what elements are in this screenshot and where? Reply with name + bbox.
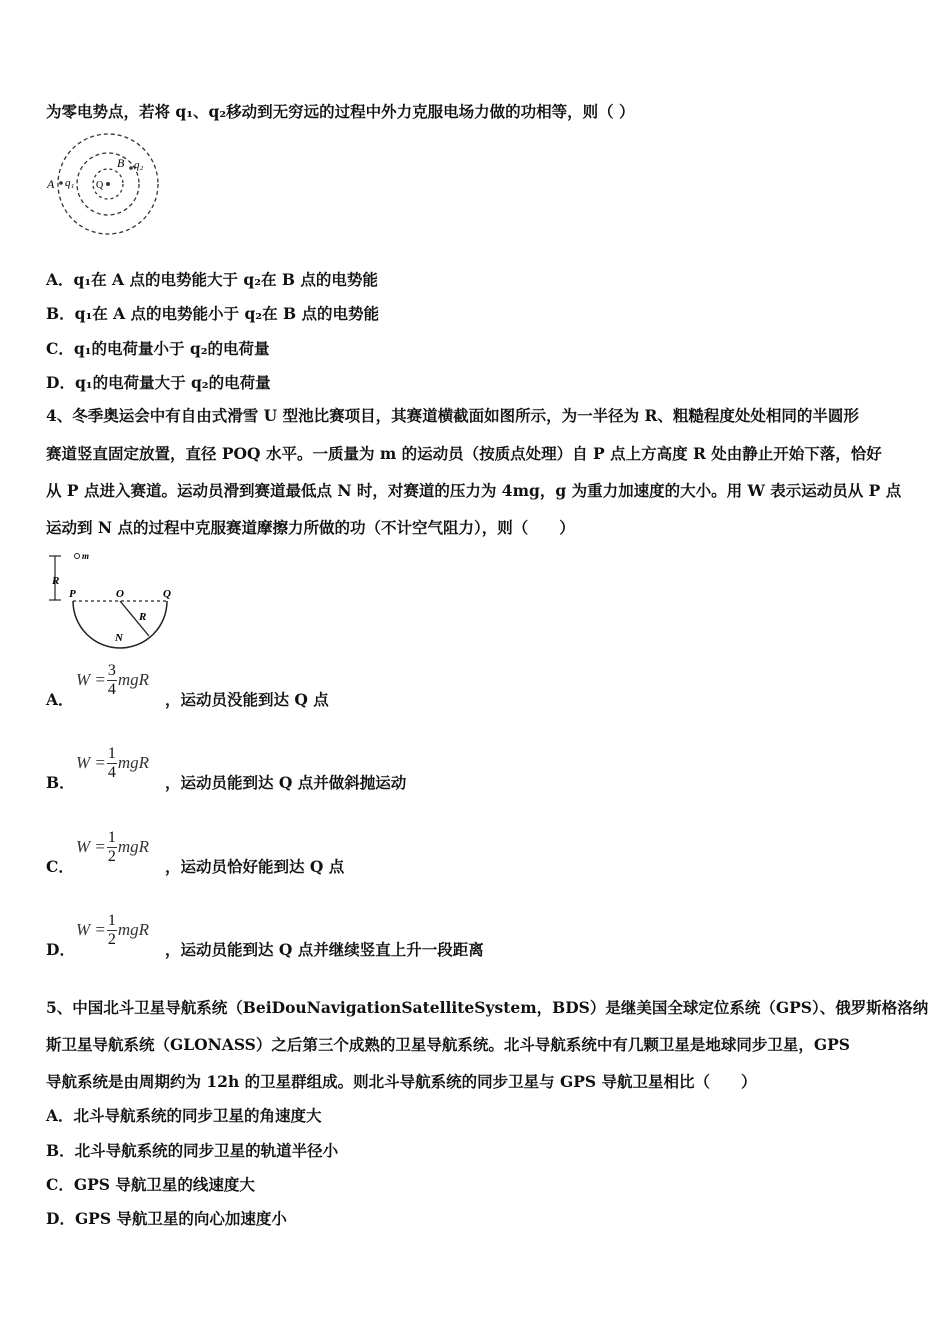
label-q2: q₂ xyxy=(134,159,144,171)
q4-half-pipe-figure xyxy=(45,548,185,653)
q5-stem-line-2: 斯卫星导航系统（GLONASS）之后第三个成熟的卫星导航系统。北斗导航系统中有几颗卫星是地球同步卫星，GPS xyxy=(46,1035,850,1054)
q4-option-c-formula: W = $\frac{1}{2}$ mgR xyxy=(76,829,150,865)
label-N: N xyxy=(115,632,123,644)
q5-stem-line-3: 导航系统是由周期约为 12h 的卫星群组成。则北斗导航系统的同步卫星与 GPS 导航卫星相比（ ） xyxy=(46,1072,757,1091)
q5-option-d[interactable]: D．GPS 导航卫星的向心加速度小 xyxy=(46,1209,287,1228)
label-B: B xyxy=(117,156,125,170)
athlete-dot xyxy=(75,554,80,559)
q3-option-b[interactable]: B．q₁在 A 点的电势能小于 q₂在 B 点的电势能 xyxy=(46,304,379,323)
charge-Q-dot xyxy=(106,182,110,186)
q5-option-c[interactable]: C．GPS 导航卫星的线速度大 xyxy=(46,1175,255,1194)
q3-stem: 为零电势点，若将 q₁、q₂移动到无穷远的过程中外力克服电场力做的功相等，则（ ） xyxy=(46,102,635,121)
q4-option-a-text: ，运动员没能到达 Q 点 xyxy=(165,690,329,709)
q4-option-b-formula: W = $\frac{1}{4}$ mgR xyxy=(76,745,150,781)
label-R-radius: R xyxy=(139,611,147,623)
q4-option-c-label: C． xyxy=(46,857,74,876)
label-R-height: R xyxy=(52,575,60,587)
q4-stem-line-1: 4、冬季奥运会中有自由式滑雪 U 型池比赛项目，其赛道横截面如图所示，为一半径为 R、粗糙程度处处相同的半圆形 xyxy=(46,406,859,425)
q4-option-c-text: ，运动员恰好能到达 Q 点 xyxy=(165,857,345,876)
q5-option-b[interactable]: B．北斗导航系统的同步卫星的轨道半径小 xyxy=(46,1141,339,1160)
point-B-dot xyxy=(129,166,133,170)
label-O: O xyxy=(116,588,124,600)
label-m: m xyxy=(82,551,90,561)
q4-option-d-text: ，运动员能到达 Q 点并继续竖直上升一段距离 xyxy=(165,940,484,959)
q3-option-d[interactable]: D．q₁的电荷量大于 q₂的电荷量 xyxy=(46,373,271,392)
q4-stem-line-4: 运动到 N 点的过程中克服赛道摩擦力所做的功（不计空气阻力），则（ ） xyxy=(46,518,575,537)
q4-option-a-label: A． xyxy=(46,690,74,709)
q5-stem-line-1: 5、中国北斗卫星导航系统（BeiDouNavigationSatelliteSystem，BDS）是继美国全球定位系统（GPS）、俄罗斯格洛纳 xyxy=(46,998,929,1017)
label-Q: Q xyxy=(163,588,171,600)
label-q1: q₁ xyxy=(65,177,75,189)
q3-concentric-circles-figure xyxy=(45,132,175,242)
q3-option-a[interactable]: A．q₁在 A 点的电势能大于 q₂在 B 点的电势能 xyxy=(46,270,378,289)
q4-option-b-label: B． xyxy=(46,773,75,792)
q4-option-a-formula: W = $\frac{3}{4}$ mgR xyxy=(76,662,150,698)
q4-option-d-label: D． xyxy=(46,940,75,959)
point-A-dot xyxy=(59,181,63,185)
q5-option-a[interactable]: A．北斗导航系统的同步卫星的角速度大 xyxy=(46,1106,322,1125)
label-Q: Q xyxy=(96,180,104,191)
q4-option-d-formula: W = $\frac{1}{2}$ mgR xyxy=(76,912,150,948)
label-P: P xyxy=(69,588,76,600)
label-A: A xyxy=(47,177,55,191)
q4-stem-line-2: 赛道竖直固定放置，直径 POQ 水平。一质量为 m 的运动员（按质点处理）自 P 点上方高度 R 处由静止开始下落，恰好 xyxy=(46,444,882,463)
q3-option-c[interactable]: C．q₁的电荷量小于 q₂的电荷量 xyxy=(46,339,270,358)
q4-option-b-text: ，运动员能到达 Q 点并做斜抛运动 xyxy=(165,773,407,792)
q4-stem-line-3: 从 P 点进入赛道。运动员滑到赛道最低点 N 时，对赛道的压力为 4mg，g 为重力加速度的大小。用 W 表示运动员从 P 点 xyxy=(46,481,902,500)
